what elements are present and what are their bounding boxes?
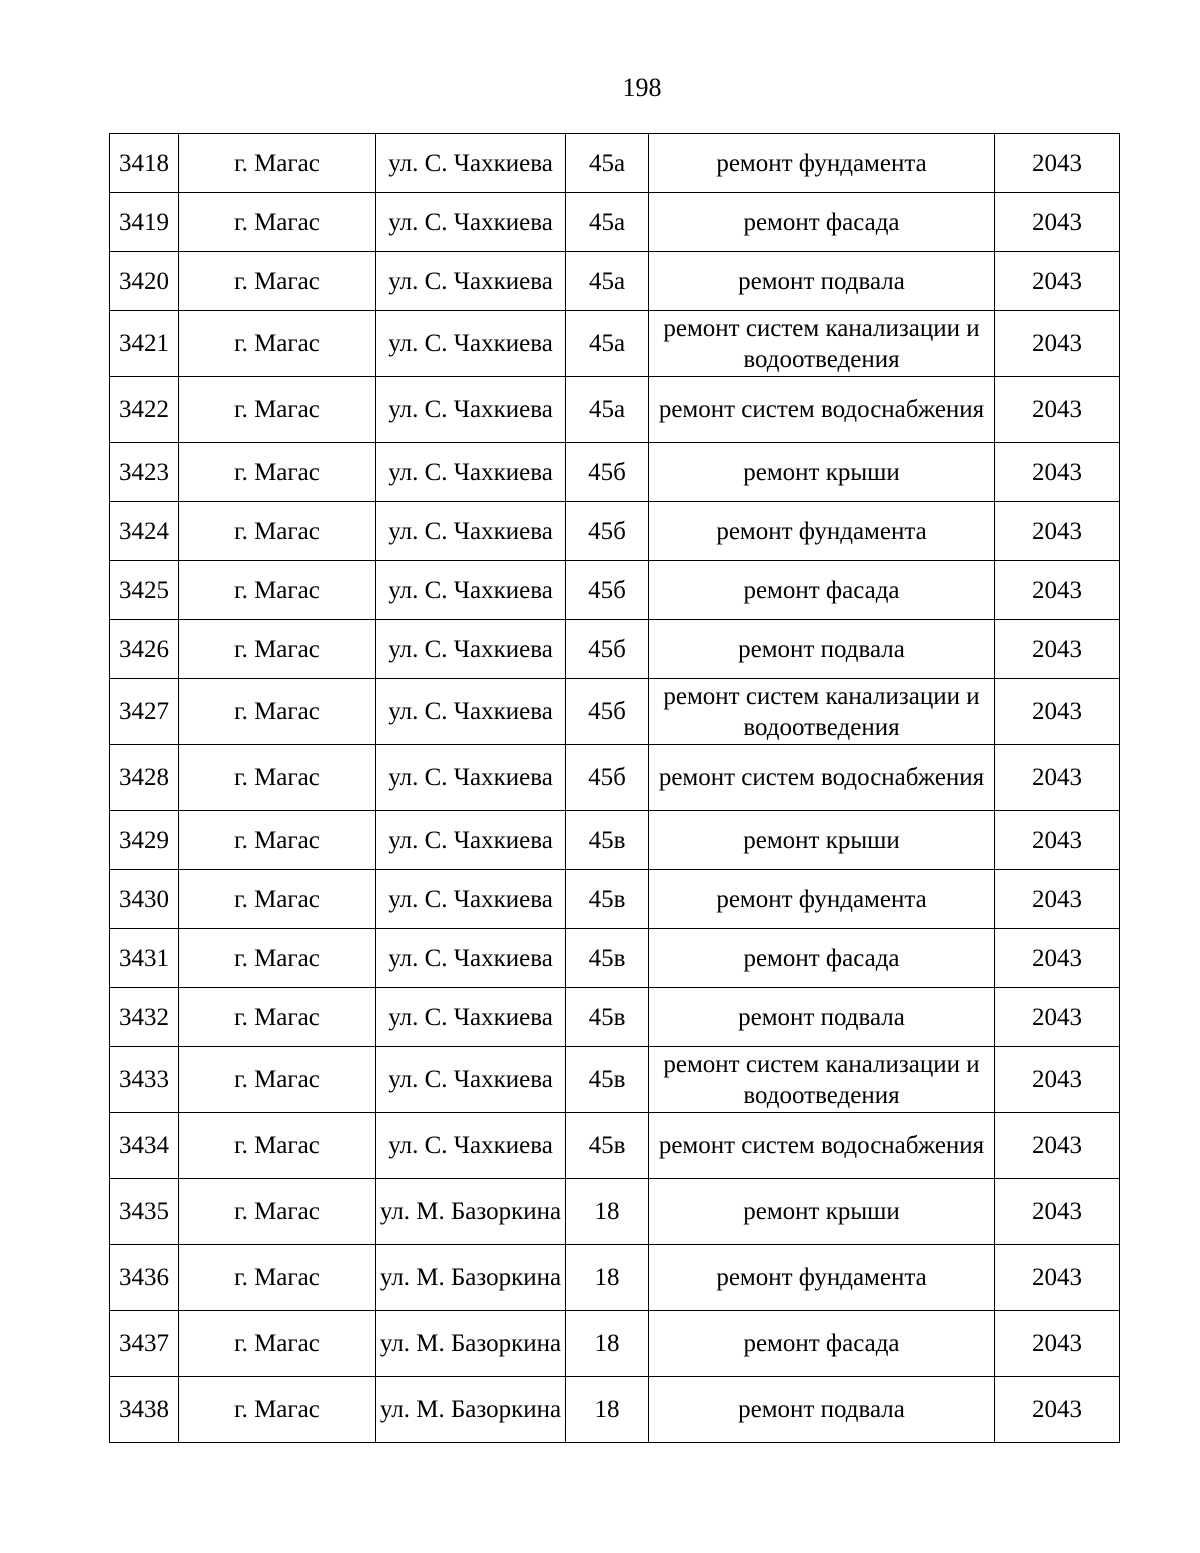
street-cell: ул. С. Чахкиева (376, 1047, 566, 1113)
table-row (110, 1113, 1120, 1179)
row-number: 3434 (110, 1113, 179, 1179)
table-row (110, 1377, 1120, 1443)
table-row (110, 502, 1120, 561)
year-cell: 2043 (995, 870, 1120, 929)
row-number: 3425 (110, 561, 179, 620)
street-cell: ул. С. Чахкиева (376, 988, 566, 1047)
table-row (110, 1179, 1120, 1245)
city-cell: г. Магас (179, 561, 376, 620)
work-type-cell: ремонт подвала (649, 620, 995, 679)
house-cell: 18 (566, 1377, 649, 1443)
table-row (110, 1311, 1120, 1377)
work-type-cell: ремонт фасада (649, 1311, 995, 1377)
year-cell: 2043 (995, 1113, 1120, 1179)
street-cell: ул. С. Чахкиева (376, 252, 566, 311)
street-cell: ул. С. Чахкиева (376, 1113, 566, 1179)
city-cell: г. Магас (179, 1245, 376, 1311)
street-cell: ул. С. Чахкиева (376, 870, 566, 929)
street-cell: ул. С. Чахкиева (376, 745, 566, 811)
row-number: 3432 (110, 988, 179, 1047)
house-cell: 45б (566, 561, 649, 620)
table-row (110, 620, 1120, 679)
work-type-cell: ремонт фундамента (649, 502, 995, 561)
work-type-cell: ремонт крыши (649, 811, 995, 870)
row-number: 3436 (110, 1245, 179, 1311)
house-cell: 45в (566, 988, 649, 1047)
year-cell: 2043 (995, 1047, 1120, 1113)
year-cell: 2043 (995, 679, 1120, 745)
house-cell: 45б (566, 745, 649, 811)
work-type-cell: ремонт крыши (649, 443, 995, 502)
row-number: 3426 (110, 620, 179, 679)
row-number: 3428 (110, 745, 179, 811)
house-cell: 45б (566, 679, 649, 745)
year-cell: 2043 (995, 620, 1120, 679)
work-type-cell: ремонт фасада (649, 929, 995, 988)
row-number: 3423 (110, 443, 179, 502)
year-cell: 2043 (995, 193, 1120, 252)
year-cell: 2043 (995, 1245, 1120, 1311)
row-number: 3435 (110, 1179, 179, 1245)
work-type-cell: ремонт систем водоснабжения (649, 377, 995, 443)
table-row (110, 134, 1120, 193)
house-cell: 45в (566, 929, 649, 988)
house-cell: 45в (566, 1047, 649, 1113)
table-row (110, 679, 1120, 745)
page-number (0, 70, 1200, 106)
year-cell: 2043 (995, 252, 1120, 311)
table-row (110, 929, 1120, 988)
year-cell: 2043 (995, 443, 1120, 502)
work-type-cell: ремонт систем водоснабжения (649, 1113, 995, 1179)
house-cell: 45б (566, 443, 649, 502)
table-row (110, 988, 1120, 1047)
work-type-cell: ремонт фасада (649, 561, 995, 620)
street-cell: ул. С. Чахкиева (376, 502, 566, 561)
year-cell: 2043 (995, 811, 1120, 870)
house-cell: 18 (566, 1311, 649, 1377)
city-cell: г. Магас (179, 745, 376, 811)
table-row (110, 745, 1120, 811)
city-cell: г. Магас (179, 1113, 376, 1179)
city-cell: г. Магас (179, 134, 376, 193)
city-cell: г. Магас (179, 620, 376, 679)
city-cell: г. Магас (179, 1047, 376, 1113)
table-row (110, 377, 1120, 443)
work-type-cell: ремонт систем канализации и водоотведения (649, 311, 995, 377)
city-cell: г. Магас (179, 811, 376, 870)
year-cell: 2043 (995, 134, 1120, 193)
city-cell: г. Магас (179, 443, 376, 502)
city-cell: г. Магас (179, 929, 376, 988)
work-type-cell: ремонт крыши (649, 1179, 995, 1245)
row-number: 3422 (110, 377, 179, 443)
table-row (110, 252, 1120, 311)
city-cell: г. Магас (179, 193, 376, 252)
street-cell: ул. С. Чахкиева (376, 443, 566, 502)
street-cell: ул. С. Чахкиева (376, 134, 566, 193)
street-cell: ул. С. Чахкиева (376, 311, 566, 377)
table-body (110, 134, 1120, 1443)
city-cell: г. Магас (179, 377, 376, 443)
street-cell: ул. М. Базоркина (376, 1377, 566, 1443)
work-type-cell: ремонт фасада (649, 193, 995, 252)
city-cell: г. Магас (179, 1377, 376, 1443)
page-number-text: 198 (622, 73, 662, 102)
street-cell: ул. М. Базоркина (376, 1179, 566, 1245)
row-number: 3438 (110, 1377, 179, 1443)
street-cell: ул. С. Чахкиева (376, 811, 566, 870)
street-cell: ул. С. Чахкиева (376, 929, 566, 988)
year-cell: 2043 (995, 1311, 1120, 1377)
work-type-cell: ремонт систем канализации и водоотведения (649, 1047, 995, 1113)
row-number: 3429 (110, 811, 179, 870)
house-cell: 18 (566, 1245, 649, 1311)
house-cell: 45а (566, 252, 649, 311)
city-cell: г. Магас (179, 252, 376, 311)
house-cell: 45в (566, 1113, 649, 1179)
city-cell: г. Магас (179, 679, 376, 745)
street-cell: ул. С. Чахкиева (376, 679, 566, 745)
house-cell: 45а (566, 193, 649, 252)
house-cell: 45в (566, 870, 649, 929)
table-row (110, 1047, 1120, 1113)
row-number: 3419 (110, 193, 179, 252)
year-cell: 2043 (995, 929, 1120, 988)
table-row (110, 870, 1120, 929)
street-cell: ул. С. Чахкиева (376, 620, 566, 679)
table-row (110, 1245, 1120, 1311)
city-cell: г. Магас (179, 502, 376, 561)
table-row (110, 193, 1120, 252)
street-cell: ул. М. Базоркина (376, 1245, 566, 1311)
year-cell: 2043 (995, 377, 1120, 443)
street-cell: ул. С. Чахкиева (376, 377, 566, 443)
house-cell: 18 (566, 1179, 649, 1245)
street-cell: ул. С. Чахкиева (376, 193, 566, 252)
table-row (110, 443, 1120, 502)
repair-schedule-table (109, 133, 1120, 1443)
city-cell: г. Магас (179, 870, 376, 929)
work-type-cell: ремонт систем водоснабжения (649, 745, 995, 811)
work-type-cell: ремонт фундамента (649, 1245, 995, 1311)
work-type-cell: ремонт подвала (649, 252, 995, 311)
work-type-cell: ремонт подвала (649, 1377, 995, 1443)
row-number: 3420 (110, 252, 179, 311)
work-type-cell: ремонт фундамента (649, 870, 995, 929)
street-cell: ул. М. Базоркина (376, 1311, 566, 1377)
house-cell: 45б (566, 502, 649, 561)
year-cell: 2043 (995, 561, 1120, 620)
table-row (110, 811, 1120, 870)
house-cell: 45в (566, 811, 649, 870)
year-cell: 2043 (995, 311, 1120, 377)
row-number: 3427 (110, 679, 179, 745)
row-number: 3433 (110, 1047, 179, 1113)
row-number: 3430 (110, 870, 179, 929)
city-cell: г. Магас (179, 311, 376, 377)
year-cell: 2043 (995, 1179, 1120, 1245)
table-row (110, 311, 1120, 377)
row-number: 3421 (110, 311, 179, 377)
row-number: 3424 (110, 502, 179, 561)
city-cell: г. Магас (179, 1311, 376, 1377)
house-cell: 45б (566, 620, 649, 679)
year-cell: 2043 (995, 745, 1120, 811)
row-number: 3418 (110, 134, 179, 193)
work-type-cell: ремонт подвала (649, 988, 995, 1047)
year-cell: 2043 (995, 1377, 1120, 1443)
year-cell: 2043 (995, 988, 1120, 1047)
row-number: 3437 (110, 1311, 179, 1377)
work-type-cell: ремонт фундамента (649, 134, 995, 193)
city-cell: г. Магас (179, 988, 376, 1047)
row-number: 3431 (110, 929, 179, 988)
work-type-cell: ремонт систем канализации и водоотведения (649, 679, 995, 745)
year-cell: 2043 (995, 502, 1120, 561)
house-cell: 45а (566, 377, 649, 443)
city-cell: г. Магас (179, 1179, 376, 1245)
table-row (110, 561, 1120, 620)
house-cell: 45а (566, 311, 649, 377)
house-cell: 45а (566, 134, 649, 193)
street-cell: ул. С. Чахкиева (376, 561, 566, 620)
